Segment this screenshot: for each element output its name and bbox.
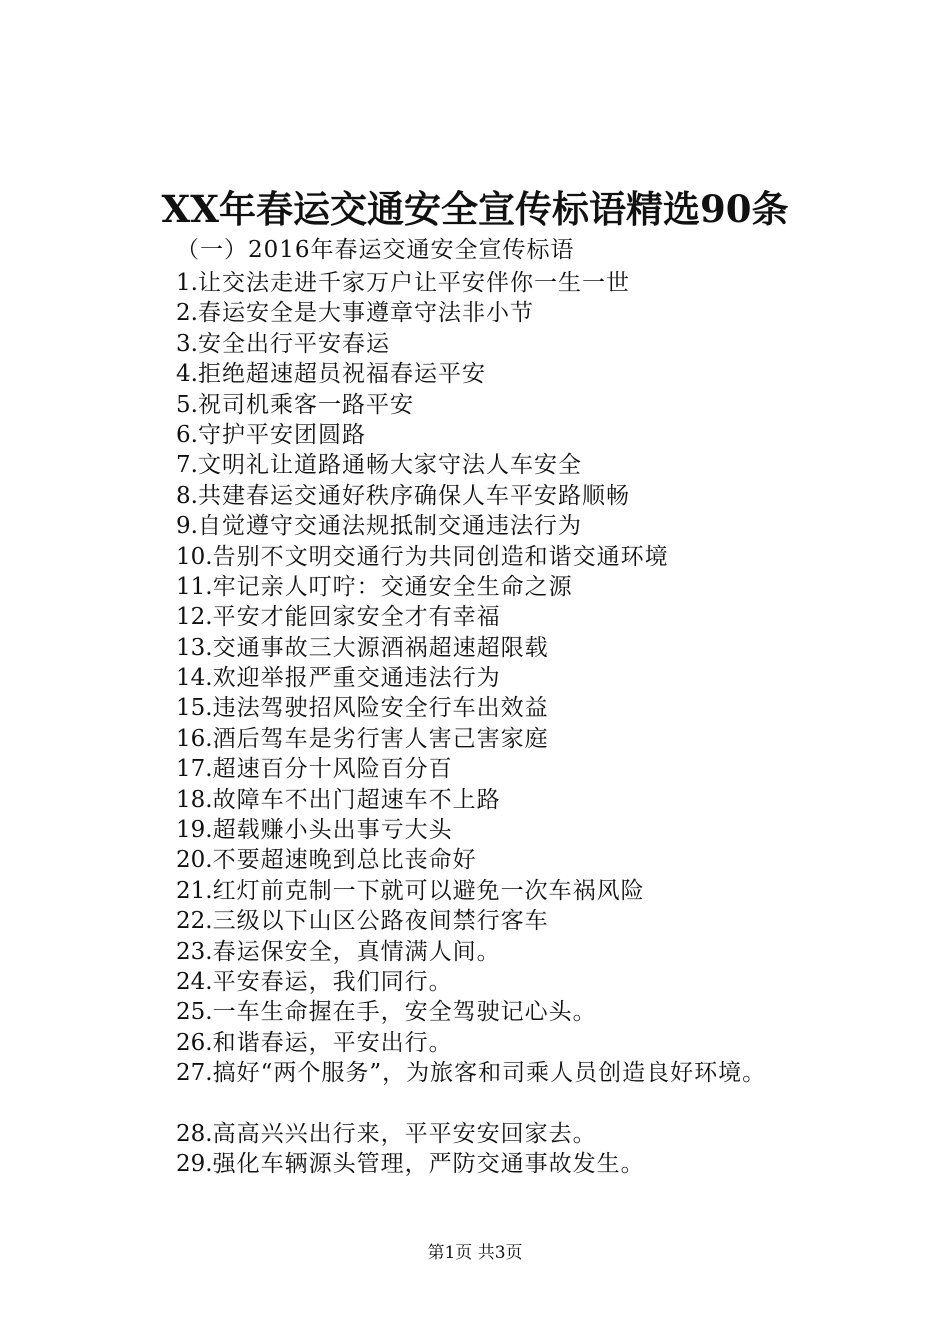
slogan-item: [176, 572, 916, 602]
slogan-item: [176, 876, 916, 906]
slogan-text: 欢迎举报严重交通违法行为: [212, 665, 501, 692]
slogan-number: 5.: [176, 391, 198, 418]
slogan-number: 3.: [176, 330, 198, 357]
slogan-item: [176, 724, 916, 754]
slogan-text: 红灯前克制一下就可以避免一次车祸风险: [212, 877, 645, 904]
slogan-text: 平安春运，我们同行。: [212, 968, 453, 995]
slogan-text: 三级以下山区公路夜间禁行客车: [212, 908, 549, 935]
slogan-item: [176, 602, 916, 632]
slogan-item: [176, 663, 916, 693]
page-footer: 第1页 共3页: [427, 1243, 523, 1263]
slogan-number: 21.: [176, 877, 213, 904]
slogan-item: [176, 420, 916, 450]
slogan-number: 17.: [176, 756, 213, 783]
slogan-number: 15.: [176, 695, 213, 722]
slogan-list: [176, 268, 916, 1179]
slogan-number: 1.: [176, 270, 198, 296]
slogan-number: 14.: [176, 665, 213, 692]
slogan-number: 16.: [176, 725, 213, 752]
slogan-item: [176, 511, 916, 541]
slogan-item: [176, 268, 916, 298]
slogan-text: 超速百分十风险百分百: [212, 756, 453, 783]
section-heading: （一）2016年春运交通安全宣传标语: [176, 237, 575, 263]
slogan-number: 22.: [176, 908, 213, 935]
slogan-item: [176, 329, 916, 359]
slogan-item: [176, 1119, 916, 1149]
slogan-text: 让交法走进千家万户让平安伴你一生一世: [197, 270, 630, 296]
slogan-item: [176, 1058, 916, 1088]
slogan-item: [176, 693, 916, 723]
slogan-item: [176, 754, 916, 784]
slogan-text: 酒后驾车是劣行害人害己害家庭: [212, 725, 549, 752]
slogan-number: 20.: [176, 847, 213, 874]
slogan-text: 强化车辆源头管理，严防交通事故发生。: [212, 1150, 645, 1177]
slogan-text: 高高兴兴出行来，平平安安回家去。: [212, 1120, 597, 1147]
slogan-text: 超载赚小头出事亏大头: [212, 817, 453, 844]
slogan-text: 拒绝超速超员祝福春运平安: [197, 361, 486, 388]
slogan-number: 25.: [176, 999, 213, 1026]
slogan-item: [176, 390, 916, 420]
slogan-number: 26.: [176, 1029, 213, 1056]
slogan-number: 19.: [176, 817, 213, 844]
slogan-text: 牢记亲人叮咛：交通安全生命之源: [212, 573, 573, 600]
slogan-number: 13.: [176, 634, 213, 661]
slogan-text: 故障车不出门超速车不上路: [212, 786, 501, 813]
slogan-text: 祝司机乘客一路平安: [197, 391, 414, 418]
slogan-text: 平安才能回家安全才有幸福: [212, 604, 501, 631]
slogan-item: [176, 997, 916, 1027]
slogan-text: 春运安全是大事遵章守法非小节: [197, 300, 534, 327]
slogan-number: 11.: [176, 573, 213, 600]
slogan-number: 6.: [176, 421, 198, 448]
slogan-number: 27.: [176, 1060, 213, 1087]
slogan-number: 29.: [176, 1150, 213, 1177]
slogan-number: 12.: [176, 604, 213, 631]
slogan-item: [176, 967, 916, 997]
slogan-number: 18.: [176, 786, 213, 813]
slogan-text: 不要超速晚到总比丧命好: [212, 847, 477, 874]
slogan-number: 23.: [176, 938, 213, 965]
slogan-text: 安全出行平安春运: [197, 330, 390, 357]
slogan-number: 4.: [176, 361, 198, 388]
slogan-number: 9.: [176, 513, 198, 540]
slogan-text: 守护平安团圆路: [197, 421, 366, 448]
slogan-number: 28.: [176, 1120, 213, 1147]
slogan-text: 春运保安全，真情满人间。: [212, 938, 501, 965]
slogan-item: [176, 450, 916, 480]
slogan-item: [176, 906, 916, 936]
slogan-item: [176, 298, 916, 328]
slogan-text: 违法驾驶招风险安全行车出效益: [212, 695, 549, 722]
slogan-item: [176, 845, 916, 875]
slogan-item: [176, 359, 916, 389]
slogan-text: 一车生命握在手，安全驾驶记心头。: [212, 999, 597, 1026]
slogan-text: 共建春运交通好秩序确保人车平安路顺畅: [197, 482, 630, 509]
slogan-text: 和谐春运，平安出行。: [212, 1029, 453, 1056]
slogan-item: [176, 633, 916, 663]
slogan-item: [176, 815, 916, 845]
slogan-number: 2.: [176, 300, 198, 327]
slogan-text: 自觉遵守交通法规抵制交通违法行为: [197, 513, 582, 540]
slogan-item: [176, 481, 916, 511]
slogan-number: 10.: [176, 543, 213, 570]
slogan-item: [176, 542, 916, 572]
slogan-text: 告别不文明交通行为共同创造和谐交通环境: [212, 543, 669, 570]
slogan-item: [176, 1028, 916, 1058]
slogan-text: 搞好“两个服务”，为旅客和司乘人员创造良好环境。: [212, 1060, 767, 1087]
slogan-item: [176, 937, 916, 967]
slogan-text: 交通事故三大源酒祸超速超限载: [212, 634, 549, 661]
slogan-text: 文明礼让道路通畅大家守法人车安全: [197, 452, 582, 479]
slogan-number: 24.: [176, 968, 213, 995]
slogan-number: 7.: [176, 452, 198, 479]
slogan-number: 8.: [176, 482, 198, 509]
slogan-item: [176, 785, 916, 815]
document-title: XX年春运交通安全宣传标语精选90条: [161, 187, 789, 231]
slogan-item: [176, 1149, 916, 1179]
